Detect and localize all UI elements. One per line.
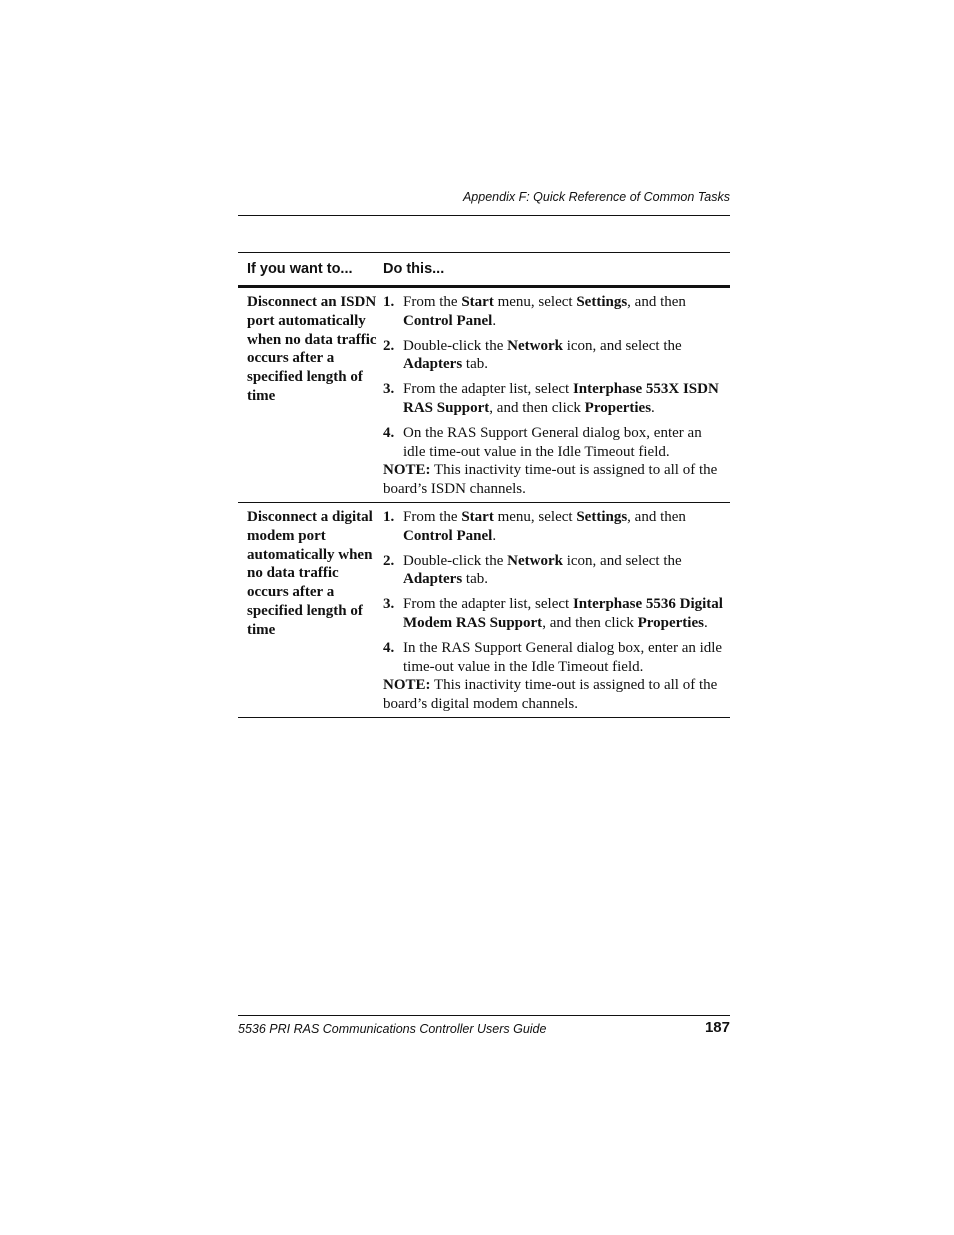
header-rule [238,215,730,216]
table-header-row [238,253,730,288]
step-text-run: , and then [627,294,686,310]
step-item [383,595,724,633]
note-text: This inactivity time-out is assigned to all of the board’s ISDN channels. [383,462,718,498]
step-text-run: icon, and select the [562,337,682,354]
task-description: Disconnect an ISDN port automatically when no data traffic occurs after a specified length of time [247,294,377,404]
step-item [383,380,724,418]
step-number: 3. [383,381,395,398]
step-text-run: Double-click the [403,552,508,569]
bold-ui-term: Start [461,508,494,525]
step-item [383,293,724,331]
bold-ui-term: Start [461,294,494,310]
step-text-run: . [651,399,655,416]
step-text-run: tab. [462,571,488,588]
table-body [238,288,730,718]
step-text-run: On the RAS Support General dialog box, enter an idle time-out value in the Idle Timeout field. [403,424,702,460]
step-number: 2. [383,552,395,569]
table-row [238,288,730,503]
step-item [383,639,724,677]
bold-ui-term: Control Panel [403,527,493,544]
step-number: 3. [383,596,395,613]
step-text-run: From the adapter list, select [403,596,573,613]
step-text-run: From the adapter list, select [403,381,573,398]
step-text-run: tab. [462,356,488,373]
bold-ui-term: Settings [576,508,628,525]
bold-ui-term: Network [507,552,563,569]
quick-reference-table [238,252,730,718]
step-text-run: , and then [627,508,686,525]
step-text-run: From the [403,294,462,310]
task-steps [383,507,730,714]
footer-guide-title: 5536 PRI RAS Communications Controller Users Guide [238,1022,547,1036]
bold-ui-term: Adapters [403,571,463,588]
step-text-run: . [492,527,497,544]
step-text-run: . [492,312,497,329]
step-item [383,552,724,590]
table-row [238,503,730,718]
footer-rule [238,1015,730,1016]
note [383,461,724,499]
bold-ui-term: Adapters [403,356,463,373]
bold-ui-term: Properties [584,399,652,416]
bold-ui-term: Interphase 5536 Digital Modem RAS Support [403,596,723,631]
bold-ui-term: Network [507,337,563,354]
step-text-run: , and then click [489,399,585,416]
step-text-run: menu, select [493,294,577,310]
bold-ui-term: Settings [576,294,628,310]
note [383,676,724,714]
column-header-action: Do this... [383,261,445,277]
step-text-run: From the [403,508,462,525]
step-text [403,639,724,677]
running-header: Appendix F: Quick Reference of Common Tasks [462,190,730,204]
step-text-run: , and then click [542,614,638,631]
step-number: 1. [383,294,395,310]
step-text [403,424,724,462]
step-text [403,337,724,375]
bold-ui-term: Properties [637,614,704,631]
note-label: NOTE: [383,677,431,694]
step-number: 4. [383,424,395,441]
step-text [403,552,724,590]
note-text: This inactivity time-out is assigned to all of the board’s digital modem channels. [383,677,718,713]
task-steps [383,292,730,499]
task-description: Disconnect a digital modem port automatically when no data traffic occurs after a specified length of time [247,508,373,638]
bold-ui-term: Control Panel [403,312,493,329]
step-text-run: icon, and select the [562,552,682,569]
step-text [403,595,724,633]
step-text [403,293,724,331]
step-number: 1. [383,508,395,525]
step-text-run: menu, select [493,508,577,525]
step-number: 4. [383,639,395,656]
step-text [403,508,724,546]
step-item [383,508,724,546]
step-item [383,337,724,375]
step-text-run: Double-click the [403,337,508,354]
page-number: 187 [704,1019,730,1036]
step-text-run: In the RAS Support General dialog box, enter an idle time-out value in the Idle Timeout field. [403,639,723,675]
bold-ui-term: Interphase 553X ISDN RAS Support [403,381,719,416]
step-text [403,380,724,418]
step-item [383,424,724,462]
step-text-run: . [703,614,708,631]
column-header-task: If you want to... [247,261,353,277]
step-number: 2. [383,337,395,354]
note-label: NOTE: [383,462,431,479]
